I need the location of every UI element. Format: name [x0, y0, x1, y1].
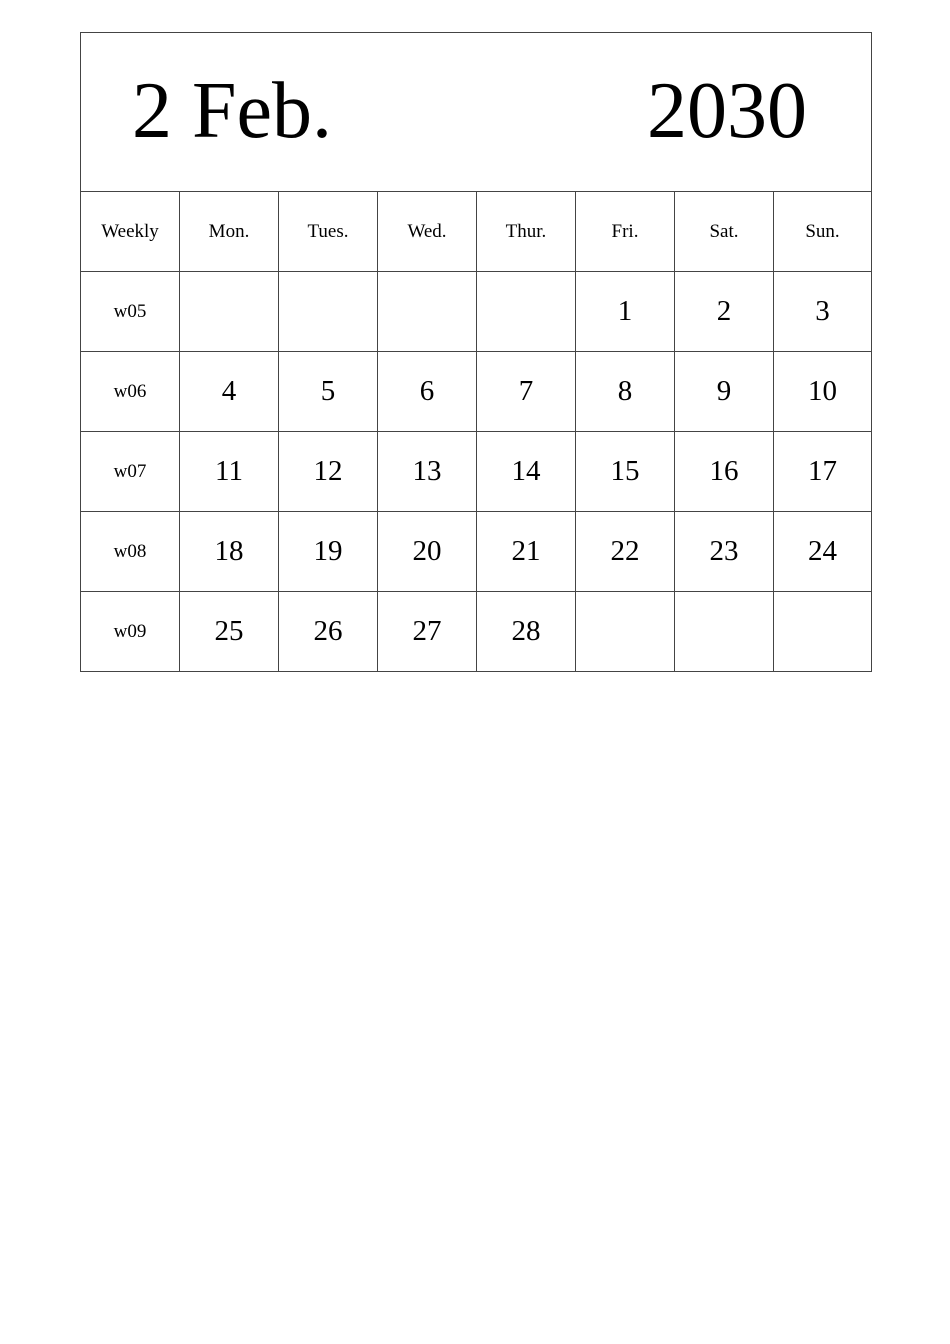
day-cell: 26 [279, 592, 378, 672]
day-cell: 22 [576, 512, 675, 592]
header-wed: Wed. [378, 192, 477, 272]
day-cell: 11 [180, 432, 279, 512]
day-cell: 24 [774, 512, 872, 592]
week-row [81, 352, 872, 432]
header-tue: Tues. [279, 192, 378, 272]
day-cell: 3 [774, 272, 872, 352]
day-cell: 15 [576, 432, 675, 512]
week-row [81, 272, 872, 352]
header-sat: Sat. [675, 192, 774, 272]
day-cell: 7 [477, 352, 576, 432]
day-cell: 27 [378, 592, 477, 672]
day-cell: 14 [477, 432, 576, 512]
calendar-table [80, 32, 872, 672]
day-cell: 5 [279, 352, 378, 432]
header-sun: Sun. [774, 192, 872, 272]
day-cell: 2 [675, 272, 774, 352]
day-cell: 20 [378, 512, 477, 592]
day-cell [378, 272, 477, 352]
week-row [81, 512, 872, 592]
day-cell [576, 592, 675, 672]
day-cell: 12 [279, 432, 378, 512]
day-cell: 17 [774, 432, 872, 512]
day-cell: 6 [378, 352, 477, 432]
day-cell: 10 [774, 352, 872, 432]
day-cell [675, 592, 774, 672]
day-cell [477, 272, 576, 352]
day-cell: 23 [675, 512, 774, 592]
week-label: w05 [81, 272, 180, 352]
week-label: w07 [81, 432, 180, 512]
day-cell: 13 [378, 432, 477, 512]
day-cell: 1 [576, 272, 675, 352]
year-title: 2030 [647, 67, 807, 155]
day-cell: 16 [675, 432, 774, 512]
day-cell [180, 272, 279, 352]
week-row [81, 432, 872, 512]
title-cell [81, 33, 872, 192]
day-cell: 25 [180, 592, 279, 672]
week-label: w06 [81, 352, 180, 432]
day-cell: 19 [279, 512, 378, 592]
day-cell [774, 592, 872, 672]
day-cell: 4 [180, 352, 279, 432]
day-cell: 9 [675, 352, 774, 432]
header-mon: Mon. [180, 192, 279, 272]
weekday-header-row [81, 192, 872, 272]
day-cell: 18 [180, 512, 279, 592]
week-label: w08 [81, 512, 180, 592]
header-thu: Thur. [477, 192, 576, 272]
month-title: 2 Feb. [132, 67, 332, 155]
day-cell: 21 [477, 512, 576, 592]
header-weekly: Weekly [81, 192, 180, 272]
day-cell: 8 [576, 352, 675, 432]
header-fri: Fri. [576, 192, 675, 272]
title-row [81, 33, 872, 192]
day-cell: 28 [477, 592, 576, 672]
week-row [81, 592, 872, 672]
week-label: w09 [81, 592, 180, 672]
day-cell [279, 272, 378, 352]
